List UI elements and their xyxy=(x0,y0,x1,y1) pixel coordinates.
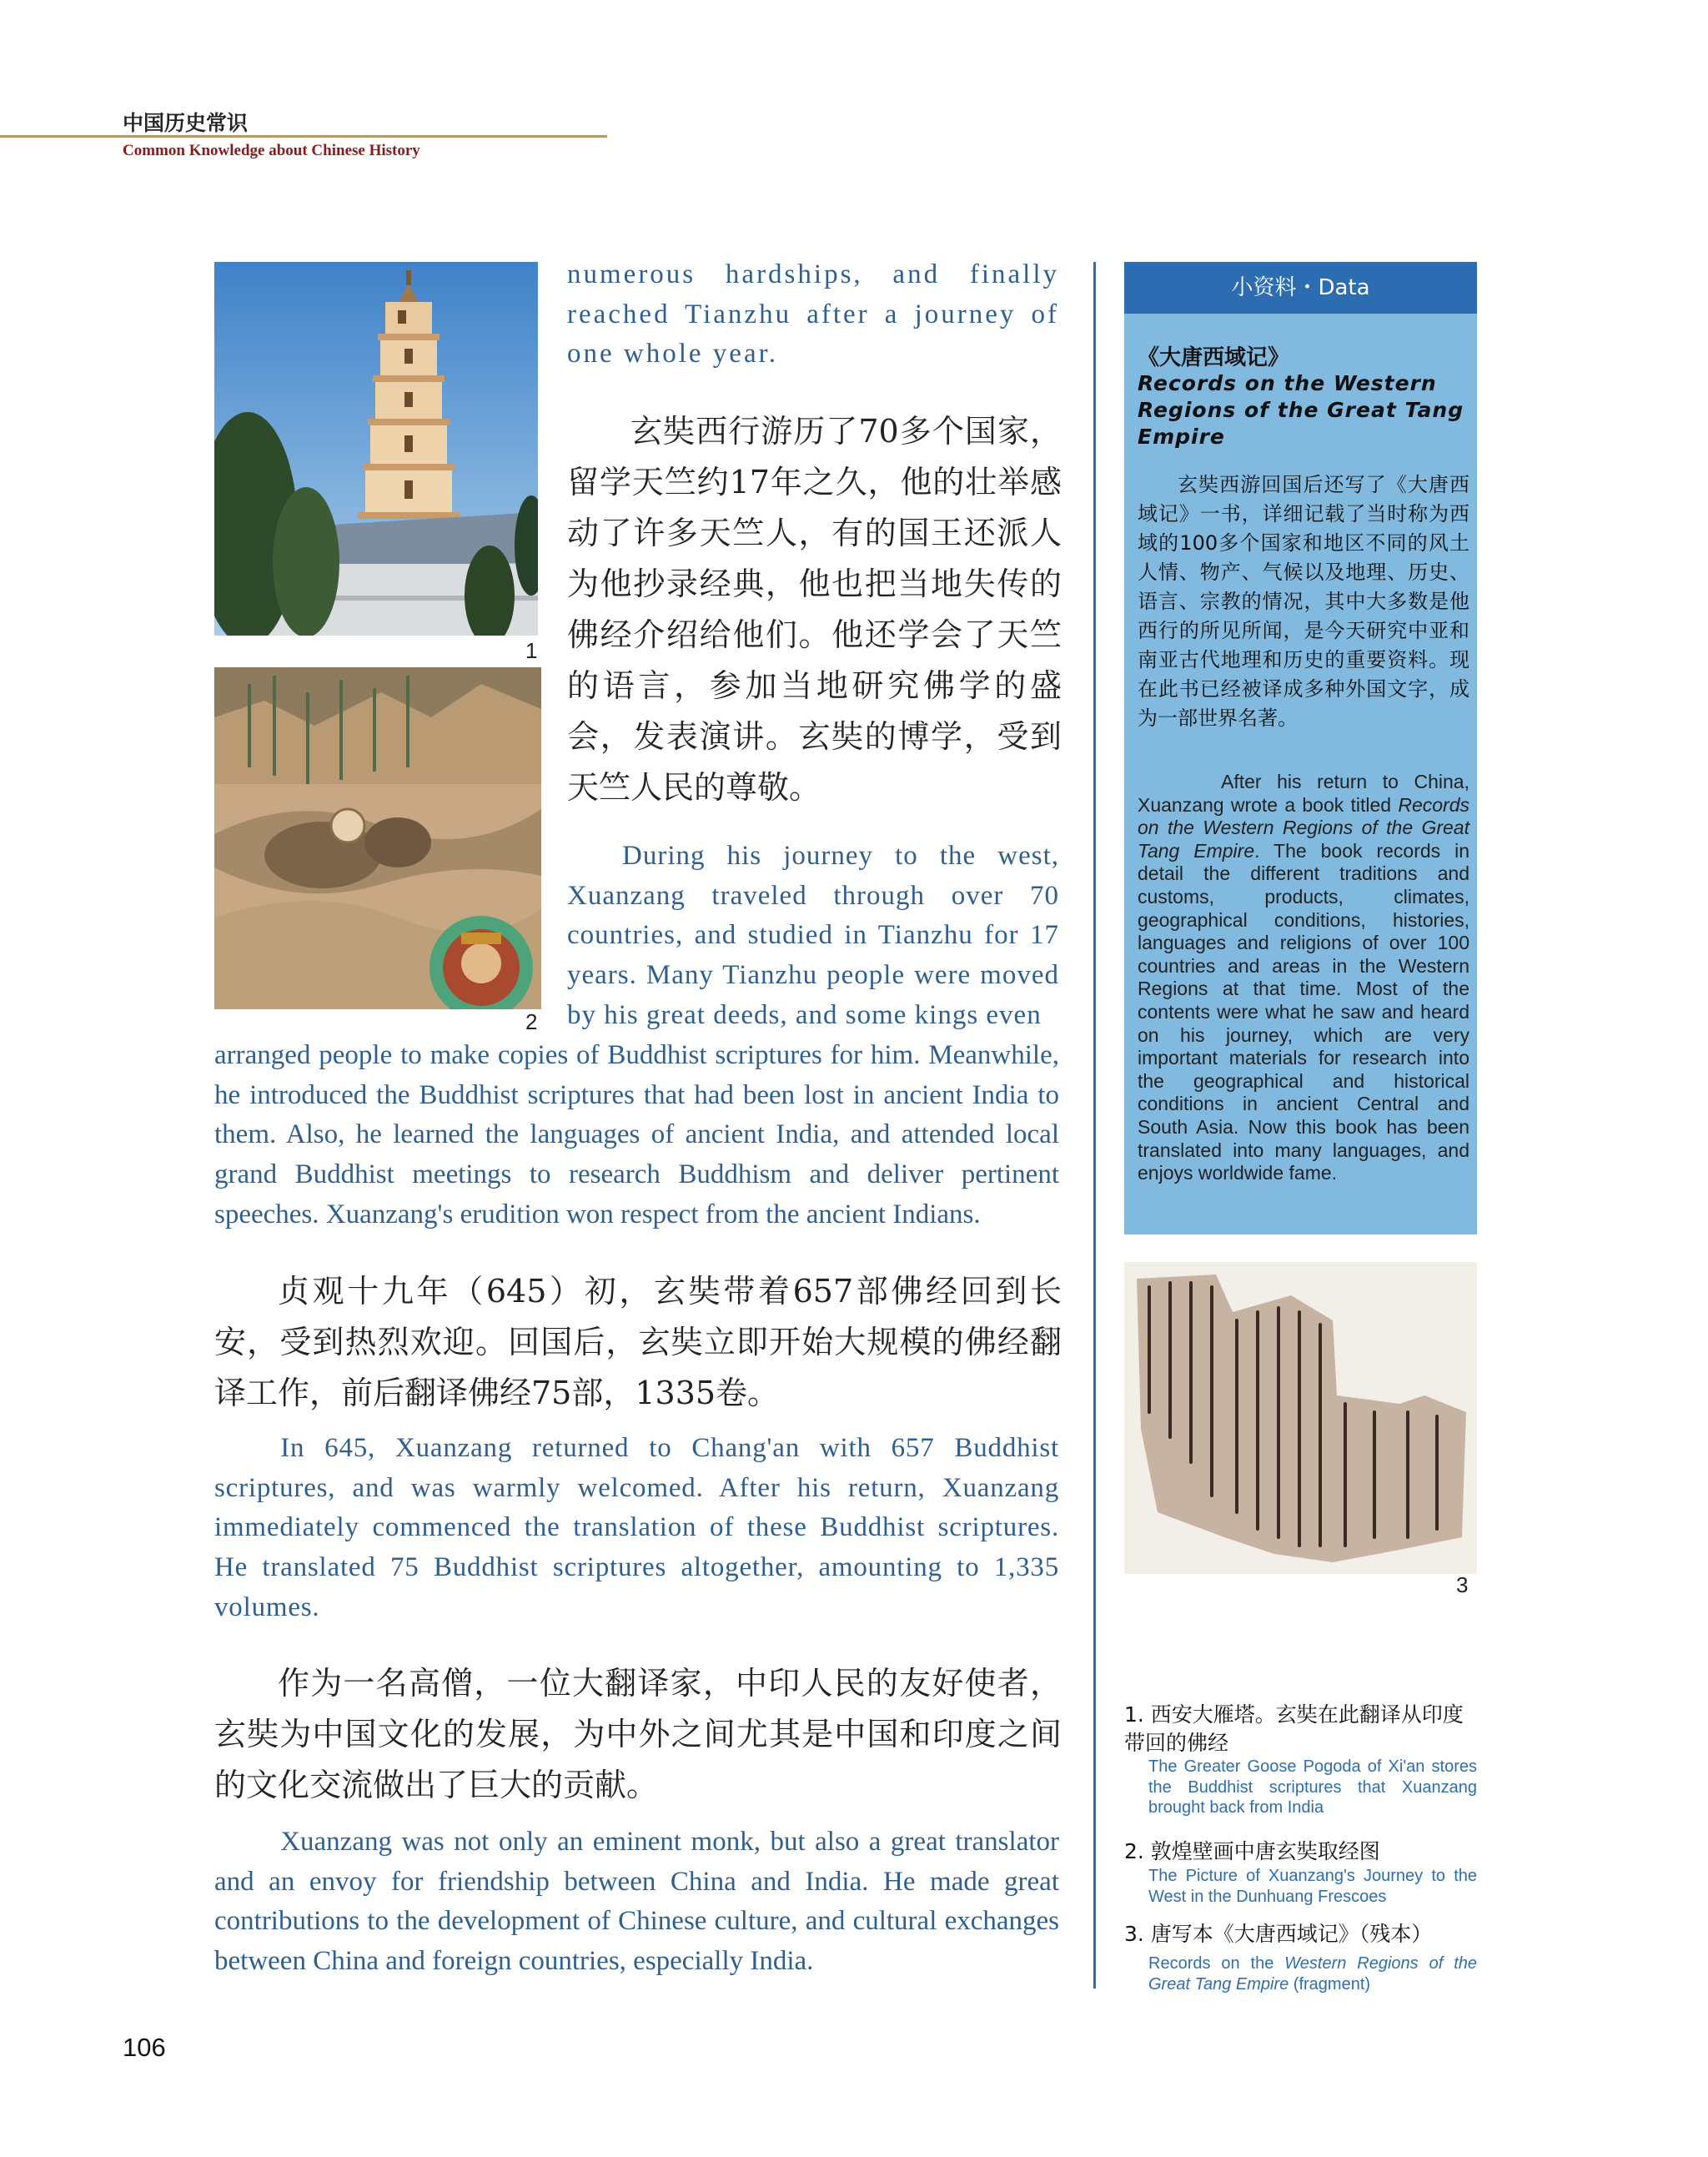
column-divider xyxy=(1093,262,1096,1989)
page-number: 106 xyxy=(123,2033,166,2062)
data-box-body-cn: 玄奘西游回国后还写了《大唐西域记》一书，详细记载了当时称为西域的100多个国家和地区不同的风土人情、物产、气候以及地理、历史、语言、宗教的情况，其中大多数是他西行的所见所闻，是今天研究中亚和南亚古代地理和历史的重要资料。现在此书已经被译成多种外国文字，成为一部世界名著。 xyxy=(1138,473,1469,730)
data-box-body-en xyxy=(1138,771,1469,1185)
data-box-title-cn: 《大唐西域记》 xyxy=(1138,345,1290,370)
caption-2-cn: 2. 敦煌壁画中唐玄奘取经图 xyxy=(1124,1839,1380,1863)
english-paragraph-1-top: During his journey to the west, Xuanzang traveled through over 70 countries, and studied in Tianzhu for 17 years. Many Tianzhu people were moved by his great deeds, and some kings even xyxy=(567,841,1059,1030)
pagoda-photo xyxy=(214,262,538,636)
header-rule xyxy=(0,135,607,138)
data-sidebar-box xyxy=(1124,262,1477,1234)
data-box-body-en-part2: . The book records in detail the different traditions and customs, products, climates, geographical conditions, histories, languages and religions of over 100 countries and areas in the Western Regions at that time. Most of the contents were what he saw and heard on his journey, which are very important materials for research into the geographical and historical conditions in ancient Central and South Asia. Now this book has been translated into many languages, and enjoys worldwide fame. xyxy=(1138,839,1469,1184)
fresco-illustration xyxy=(214,667,541,1009)
caption-3-en-book-title: Western Regions of the Great Tang Empire xyxy=(1148,1954,1477,1994)
caption-1-cn: 1. 西安大雁塔。玄奘在此翻译从印度带回的佛经 xyxy=(1124,1702,1464,1755)
caption-3-en-part2: (fragment) xyxy=(1289,1974,1371,1994)
manuscript-fragment-photo xyxy=(1124,1262,1477,1574)
dunhuang-fresco-photo xyxy=(214,667,541,1009)
caption-3-en xyxy=(1148,1953,1477,1994)
caption-2-en: The Picture of Xuanzang's Journey to the West in the Dunhuang Frescoes xyxy=(1148,1867,1477,1906)
running-header-cn: 中国历史常识 xyxy=(123,111,249,135)
running-header-en: Common Knowledge about Chinese History xyxy=(123,142,420,159)
chinese-paragraph-2: 贞观十九年（645）初，玄奘带着657部佛经回到长安，受到热烈欢迎。回国后，玄奘立即开始大规模的佛经翻译工作，前后翻译佛经75部，1335卷。 xyxy=(214,1273,1062,1411)
figure-2-number: 2 xyxy=(525,1009,538,1034)
data-box-title-en: Records on the Western Regions of the Great Tang Empire xyxy=(1138,371,1464,449)
caption-3-en-part1: Records on the xyxy=(1148,1954,1285,1973)
figure-1-number: 1 xyxy=(525,638,538,663)
figure-3-number: 3 xyxy=(1456,1572,1469,1597)
chinese-paragraph-1: 玄奘西行游历了70多个国家，留学天竺约17年之久，他的壮举感动了许多天竺人，有的国王还派人为他抄录经典，他也把当地失传的佛经介绍给他们。他还学会了天竺的语言，参加当地研究佛学的盛会，发表演讲。玄奘的博学，受到天竺人民的尊敬。 xyxy=(567,413,1062,806)
english-paragraph-1-bottom: arranged people to make copies of Buddhist scriptures for him. Meanwhile, he introduced the Buddhist scriptures that had been lost in ancient India to them. Also, he learned the languages of ancient India, and attended local grand Buddhist meetings to research Buddhism and deliver pertinent speeches. Xuanzang's erudition won respect from the ancient Indians. xyxy=(214,1040,1059,1229)
data-box-heading: 小资料・Data xyxy=(1124,262,1477,314)
intro-english-continuation: numerous hardships, and finally reached Tianzhu after a journey of one whole year. xyxy=(567,259,1059,370)
caption-1-en: The Greater Goose Pogoda of Xi'an stores the Buddhist scriptures that Xuanzang brought back from India xyxy=(1148,1757,1477,1817)
data-box-body-en-book-title: Records on the Western Regions of the Great Tang Empire xyxy=(1138,793,1469,862)
english-paragraph-2: In 645, Xuanzang returned to Chang'an with 657 Buddhist scriptures, and was warmly welcomed. After his return, Xuanzang immediately commenced the translation of these Buddhist scriptures. He translated 75 Buddhist scriptures altogether, amounting to 1,335 volumes. xyxy=(214,1433,1059,1622)
data-box-body-en-part1: After his return to China, Xuanzang wrote a book titled xyxy=(1138,771,1469,816)
english-paragraph-3: Xuanzang was not only an eminent monk, but also a great translator and an envoy for friendship between China and India. He made great contributions to the development of Chinese culture, and cultural exchanges between China and foreign countries, especially India. xyxy=(214,1827,1059,1977)
caption-3-cn: 3. 唐写本《大唐西域记》（残本） xyxy=(1124,1922,1433,1946)
chinese-paragraph-3: 作为一名高僧，一位大翻译家，中印人民的友好使者，玄奘为中国文化的发展，为中外之间尤其是中国和印度之间的文化交流做出了巨大的贡献。 xyxy=(214,1665,1062,1803)
manuscript-illustration xyxy=(1124,1262,1477,1574)
pagoda-illustration xyxy=(214,262,538,636)
